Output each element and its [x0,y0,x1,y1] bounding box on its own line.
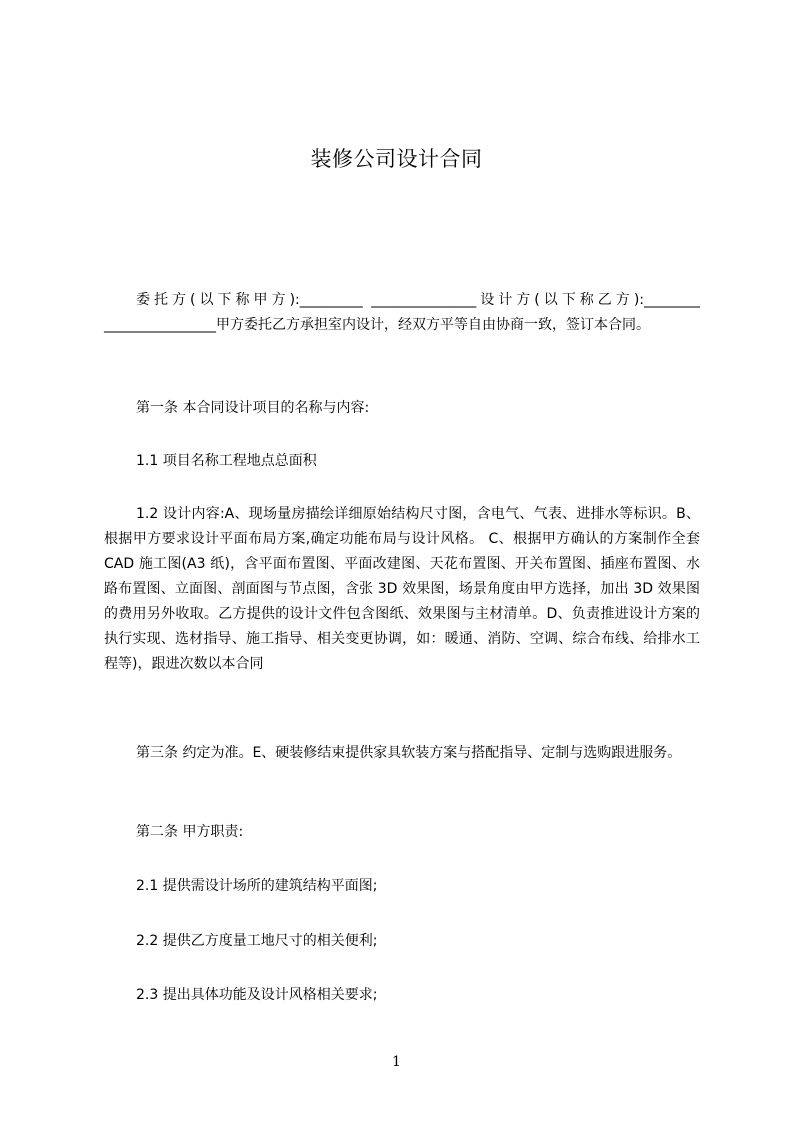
article3-paragraph: 第三条 约定为准。E、硬装修结束提供家具软装方案与搭配指导、定制与选购跟进服务。 [136,745,682,761]
article2-heading: 第二条 甲方职责: [136,824,244,840]
page-number: 1 [392,1054,401,1070]
item-1-1: 1.1 项目名称工程地点总面积 [136,453,317,469]
item-2-2: 2.2 提供乙方度量工地尺寸的相关便利; [136,933,378,949]
item-2-1: 2.1 提供需设计场所的建筑结构平面图; [136,878,378,894]
document-title: 装修公司设计合同 [310,147,483,171]
article1-heading: 第一条 本合同设计项目的名称与内容: [136,400,370,416]
parties-paragraph: 委托方(以下称甲方):_________ _______________设计方(以下称乙方):________ ________________甲方委托乙方承担室内设计，经双方平等自由协商一致，签订本合同。 [104,292,700,333]
item-2-3: 2.3 提出具体功能及设计风格相关要求; [136,987,378,1003]
item-1-2: 1.2 设计内容:A、现场量房描绘详细原始结构尺寸图，含电气、气表、进排水等标识。B、根据甲方要求设计平面布局方案,确定功能布局与设计风格。 C、根据甲方确认的方案制作全套 CAD 施工图(A3 纸)，含平面布置图、平面改建图、天花布置图、开关布置图、插座布置图、水路布置图、立面图、剖面图与节点图，含张 3D 效果图，场景角度由甲方选择，加出 3D 效果图的费用另外收取。乙方提供的设计文件包含图纸、效果图与主材清单。D、负责推进设计方案的执行实现、选材指导、施工指导、相关变更协调，如：暖通、消防、空调、综合布线、给排水工程等)，跟进次数以本合同 [104,506,700,672]
